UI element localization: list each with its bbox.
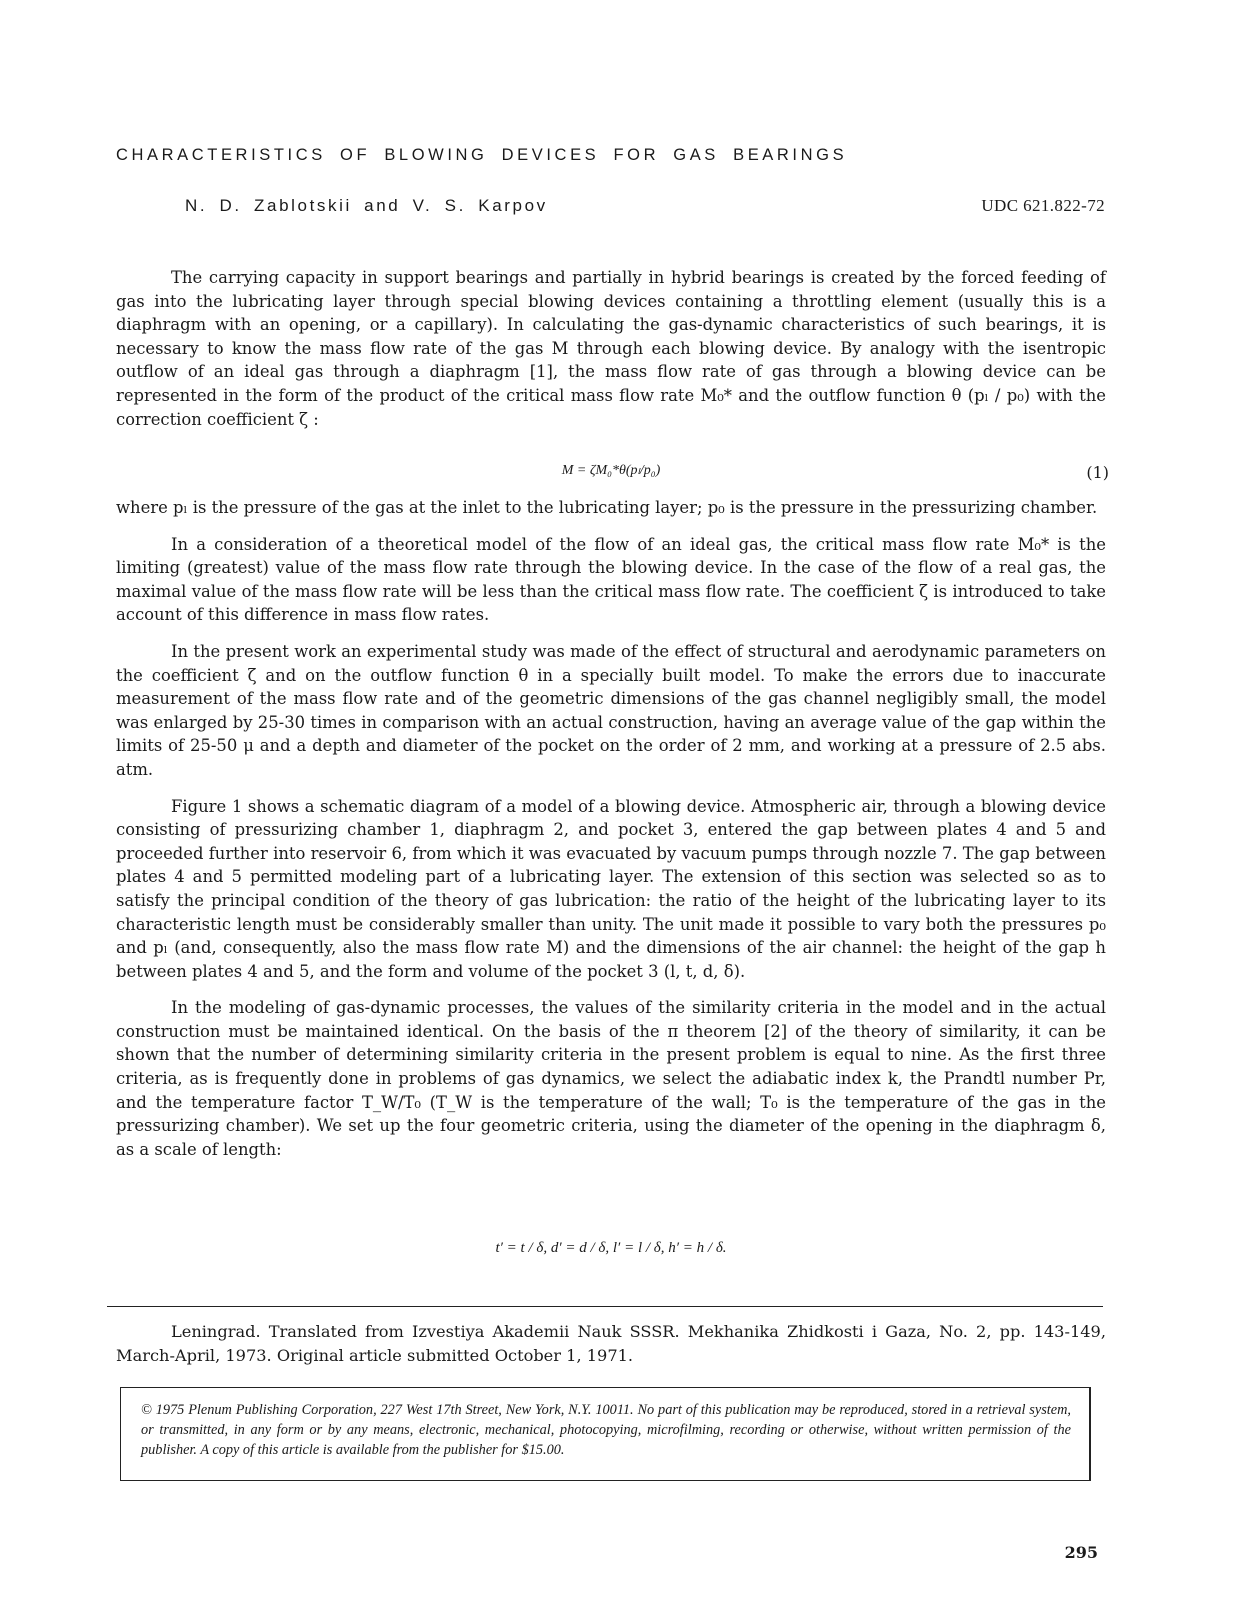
article-title: CHARACTERISTICS OF BLOWING DEVICES FOR GAS BEARINGS <box>116 146 848 164</box>
footnote-source-text: Leningrad. Translated from Izvestiya Akademii Nauk SSSR. Mekhanika Zhidkosti i Gaza, No. 2, pp. 143-149, March-April, 1973. Original article submitted October 1, 1971. <box>116 1322 1106 1365</box>
copyright-text: © 1975 Plenum Publishing Corporation, 227 West 17th Street, New York, N.Y. 10011. No part of this publication may be reproduced, stored in a retrieval system, or transmitted, in any form or by any means, electronic, mechanical, photocopying, microfilming, recording or otherwise, without written permission of the publisher. A copy of this article is available from the publisher for $15.00. <box>141 1402 1071 1458</box>
paragraph-similarity: In the modeling of gas-dynamic processes, the values of the similarity criteria in the model and in the actual construction must be maintained identical. On the basis of the π theorem [2] of the theory of similarity, it can be shown that the number of determining similarity criteria in the present problem is equal to nine. As the first three criteria, as is frequently done in problems of gas dynamics, we select the adiabatic index k, the Prandtl number Pr, and the temperature factor T_W/T₀ (T_W is the temperature of the wall; T₀ is the temperature of the gas in the pressurizing chamber). We set up the four geometric criteria, using the diameter of the opening in the diaphragm δ, as a scale of length: <box>116 998 1106 1159</box>
copyright-box <box>120 1387 1091 1481</box>
paragraph-theoretical-model: In a consideration of a theoretical model of the flow of an ideal gas, the critical mass flow rate M₀* is the limiting (greatest) value of the mass flow rate through the blowing device. In the case of the flow of a real gas, the maximal value of the mass flow rate will be less than the critical mass flow rate. The coefficient ζ is introduced to take account of this difference in mass flow rates. <box>116 534 1106 625</box>
paragraph-intro: The carrying capacity in support bearings and partially in hybrid bearings is created by the forced feeding of gas into the lubricating layer through special blowing devices containing a throttling element (usually this is a diaphragm with an opening, or a capillary). In calculating the gas-dynamic characteristics of such bearings, it is necessary to know the mass flow rate of the gas M through each blowing device. By analogy with the isentropic outflow of an ideal gas through a diaphragm [1], the mass flow rate of gas through a blowing device can be represented in the form of the product of the critical mass flow rate M₀* and the outflow function θ (pₗ / p₀) with the correction coefficient ζ : <box>116 268 1106 429</box>
paragraph-figure-1: Figure 1 shows a schematic diagram of a model of a blowing device. Atmospheric air, through a blowing device consisting of pressurizing chamber 1, diaphragm 2, and pocket 3, entered the gap between plates 4 and 5 and proceeded further into reservoir 6, from which it was evacuated by vacuum pumps through nozzle 7. The gap between plates 4 and 5 permitted modeling part of a lubricating layer. The extension of this section was selected so as to satisfy the principal condition of the theory of gas lubrication: the ratio of the height of the lubricating layer to its characteristic length must be considerably smaller than unity. The unit made it possible to vary both the pressures p₀ and pₗ (and, consequently, also the mass flow rate M) and the dimensions of the air channel: the height of the gap h between plates 4 and 5, and the form and volume of the pocket 3 (l, t, d, δ). <box>116 796 1106 981</box>
equation-1-number: (1) <box>1086 463 1109 482</box>
body-block-1 <box>116 266 1106 431</box>
footnote-rule <box>107 1306 1103 1307</box>
body-block-2 <box>116 496 1106 1161</box>
udc-code: UDC 621.822-72 <box>981 196 1105 215</box>
equation-2: t′ = t / δ, d′ = d / δ, l′ = l / δ, h′ = h / δ. <box>495 1240 727 1256</box>
page-number: 295 <box>1064 1543 1098 1562</box>
paragraph-where: where pₗ is the pressure of the gas at the inlet to the lubricating layer; p₀ is the pressure in the pressurizing chamber. <box>116 498 1098 517</box>
article-authors: N. D. Zablotskii and V. S. Karpov <box>185 196 548 215</box>
equation-1: M = ζM₀*θ(pₗ/p₀) <box>561 463 661 478</box>
footnote-source <box>116 1320 1106 1367</box>
paragraph-experimental-study: In the present work an experimental study was made of the effect of structural and aerodynamic parameters on the coefficient ζ and on the outflow function θ in a specially built model. To make the errors due to inaccurate measurement of the mass flow rate and of the geometric dimensions of the gas channel negligibly small, the model was enlarged by 25-30 times in comparison with an actual construction, having an average value of the gap within the limits of 25-50 μ and a depth and diameter of the pocket on the order of 2 mm, and working at a pressure of 2.5 abs. atm. <box>116 641 1106 779</box>
